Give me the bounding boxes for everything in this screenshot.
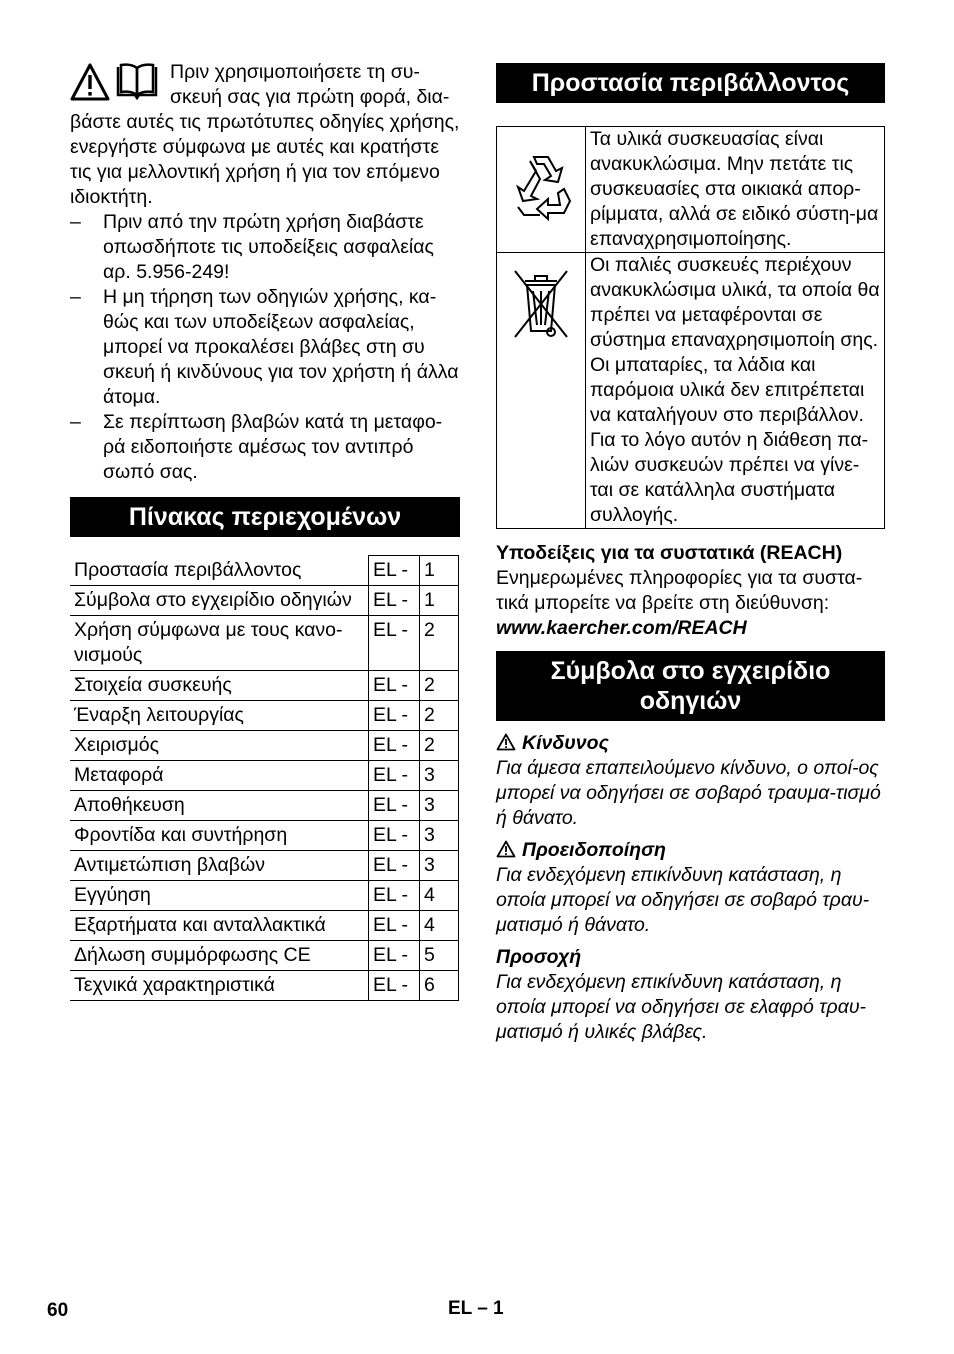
toc-entry-lang: EL - — [369, 586, 420, 616]
toc-entry-lang: EL - — [369, 731, 420, 761]
toc-entry-title: Μεταφορά — [70, 761, 369, 791]
intro-bullet-list — [70, 210, 460, 485]
toc-entry-lang: EL - — [369, 761, 420, 791]
table-row — [70, 701, 459, 731]
toc-entry-title: Χειρισμός — [70, 731, 369, 761]
page-number: 60 — [47, 1300, 69, 1321]
toc-entry-page: 3 — [420, 821, 459, 851]
toc-entry-page: 6 — [420, 971, 459, 1001]
toc-entry-page: 2 — [420, 701, 459, 731]
left-column — [70, 60, 460, 1001]
toc-entry-page: 3 — [420, 791, 459, 821]
toc-entry-title: Φροντίδα και συντήρηση — [70, 821, 369, 851]
environment-heading: Προστασία περιβάλλοντος — [496, 63, 885, 103]
toc-entry-page: 3 — [420, 761, 459, 791]
table-row — [70, 971, 459, 1001]
symbols-heading: Σύμβολα στο εγχειρίδιο οδηγιών — [496, 651, 885, 721]
toc-entry-lang: EL - — [369, 671, 420, 701]
toc-entry-title: Τεχνικά χαρακτηριστικά — [70, 971, 369, 1001]
toc-entry-title: Εξαρτήματα και ανταλλακτικά — [70, 911, 369, 941]
symbol-text: Για ενδεχόμενη επικίνδυνη κατάσταση, η οποία μπορεί να οδηγήσει σε ελαφρό τραυ-ματισμό ή υλικές βλάβες. — [496, 971, 867, 1043]
toc-entry-page: 1 — [420, 586, 459, 616]
toc-entry-lang: EL - — [369, 821, 420, 851]
icon-cell — [497, 127, 586, 253]
toc-table — [70, 555, 459, 1001]
toc-entry-lang: EL - — [369, 881, 420, 911]
table-row — [70, 616, 459, 671]
toc-entry-title: Προστασία περιβάλλοντος — [70, 556, 369, 586]
toc-entry-title: Δήλωση συμμόρφωσης CE — [70, 941, 369, 971]
symbol-title: Προειδοποίηση — [522, 839, 666, 861]
symbol-text: Για ενδεχόμενη επικίνδυνη κατάσταση, η οποία μπορεί να οδηγήσει σε σοβαρό τραυ-ματισμό ή θάνατο. — [496, 864, 870, 936]
table-row — [70, 791, 459, 821]
toc-heading: Πίνακας περιεχομένων — [70, 497, 460, 537]
table-row — [497, 253, 885, 529]
toc-entry-lang: EL - — [369, 941, 420, 971]
table-row — [70, 911, 459, 941]
toc-entry-title: Έναρξη λειτουργίας — [70, 701, 369, 731]
toc-entry-title: Χρήση σύμφωνα με τους κανο-νισμούς — [70, 616, 369, 671]
reach-title: Υποδείξεις για τα συστατικά (REACH) — [496, 542, 843, 564]
symbol-item-warning — [496, 838, 885, 938]
table-row — [70, 851, 459, 881]
list-item: – Πριν από την πρώτη χρήση διαβάστε οπωσδήποτε τις υποδείξεις ασφαλείας αρ. 5.956-249! — [70, 210, 460, 285]
table-row — [497, 127, 885, 253]
reach-link[interactable]: www.kaercher.com/REACH — [496, 617, 747, 639]
toc-entry-title: Σύμβολα στο εγχειρίδιο οδηγιών — [70, 586, 369, 616]
symbol-text: Για άμεσα επαπειλούμενο κίνδυνο, ο οποί-ος μπορεί να οδηγήσει σε σοβαρό τραυμα-τισμό ή θάνατο. — [496, 757, 881, 829]
table-row — [70, 586, 459, 616]
table-row — [70, 881, 459, 911]
warning-icon — [496, 840, 516, 858]
recycle-icon — [504, 149, 578, 223]
warning-icon — [70, 62, 110, 102]
manual-book-icon — [115, 62, 159, 102]
toc-entry-lang: EL - — [369, 971, 420, 1001]
toc-entry-page: 4 — [420, 911, 459, 941]
symbol-title: Προσοχή — [496, 946, 582, 968]
toc-entry-lang: EL - — [369, 616, 420, 671]
symbol-item-caution — [496, 945, 885, 1045]
list-item: – Η μη τήρηση των οδηγιών χρήσης, κα-θώς και των υποδείξεων ασφαλείας, μπορεί να προκαλέσει βλάβες στη συ σκευή ή κινδύνους για τον χρήστη ή άλλα άτομα. — [70, 285, 460, 410]
symbol-title: Κίνδυνος — [522, 732, 609, 754]
toc-entry-title: Εγγύηση — [70, 881, 369, 911]
table-row — [70, 556, 459, 586]
intro-text: Πριν χρησιμοποιήσετε τη συ-σκευή σας για πρώτη φορά, δια-βάστε αυτές τις πρωτότυπες οδηγίες χρήσης, ενεργήστε σύμφωνα με αυτές και κρατήστε τις για μελλοντική χρήση ή για τον επόμενο ιδιοκτήτη. — [70, 61, 460, 208]
reach-text: Ενημερωμένες πληροφορίες για τα συστα-τικά μπορείτε να βρείτε στη διεύθυνση: — [496, 567, 863, 614]
toc-entry-title: Στοιχεία συσκευής — [70, 671, 369, 701]
toc-entry-title: Αντιμετώπιση βλαβών — [70, 851, 369, 881]
toc-entry-page: 1 — [420, 556, 459, 586]
toc-entry-page: 2 — [420, 616, 459, 671]
intro-icons — [70, 62, 162, 108]
environment-text-packaging: Τα υλικά συσκευασίας είναι ανακυκλώσιμα. Μην πετάτε τις συσκευασίες στα οικιακά απορ-ρίμματα, αλλά σε ειδικό σύστη-μα επαναχρησιμοποίησης. — [586, 127, 885, 253]
icon-cell — [497, 253, 586, 529]
toc-entry-title: Αποθήκευση — [70, 791, 369, 821]
list-item: – Σε περίπτωση βλαβών κατά τη μεταφο-ρά ειδοποιήστε αμέσως τον αντιπρό σωπό σας. — [70, 410, 460, 485]
toc-entry-page: 5 — [420, 941, 459, 971]
intro-section — [70, 60, 460, 485]
toc-entry-lang: EL - — [369, 851, 420, 881]
symbol-item-danger — [496, 731, 885, 831]
toc-entry-page: 4 — [420, 881, 459, 911]
environment-text-old-devices: Οι παλιές συσκευές περιέχουν ανακυκλώσιμα υλικά, τα οποία θα πρέπει να μεταφέρονται σε σύστημα επαναχρησιμοποίη σης. Οι μπαταρίες, τα λάδια και παρόμοια υλικά δεν επιτρέπεται να καταλήγουν στο περιβάλλον. Για το λόγο αυτόν η διάθεση πα-λιών συσκευών πρέπει να γίνε-ται σε κατάλληλα συστήματα συλλογής. — [586, 253, 885, 529]
table-row — [70, 731, 459, 761]
table-row — [70, 671, 459, 701]
crossed-bin-icon — [511, 265, 571, 341]
toc-entry-page: 2 — [420, 731, 459, 761]
right-column — [496, 63, 885, 1045]
environment-table — [496, 126, 885, 529]
table-row — [70, 821, 459, 851]
toc-entry-page: 3 — [420, 851, 459, 881]
toc-entry-lang: EL - — [369, 701, 420, 731]
warning-icon — [496, 733, 516, 751]
toc-entry-lang: EL - — [369, 911, 420, 941]
toc-entry-lang: EL - — [369, 791, 420, 821]
table-row — [70, 761, 459, 791]
toc-entry-page: 2 — [420, 671, 459, 701]
table-row — [70, 941, 459, 971]
page-code: EL – 1 — [448, 1298, 504, 1319]
toc-entry-lang: EL - — [369, 556, 420, 586]
